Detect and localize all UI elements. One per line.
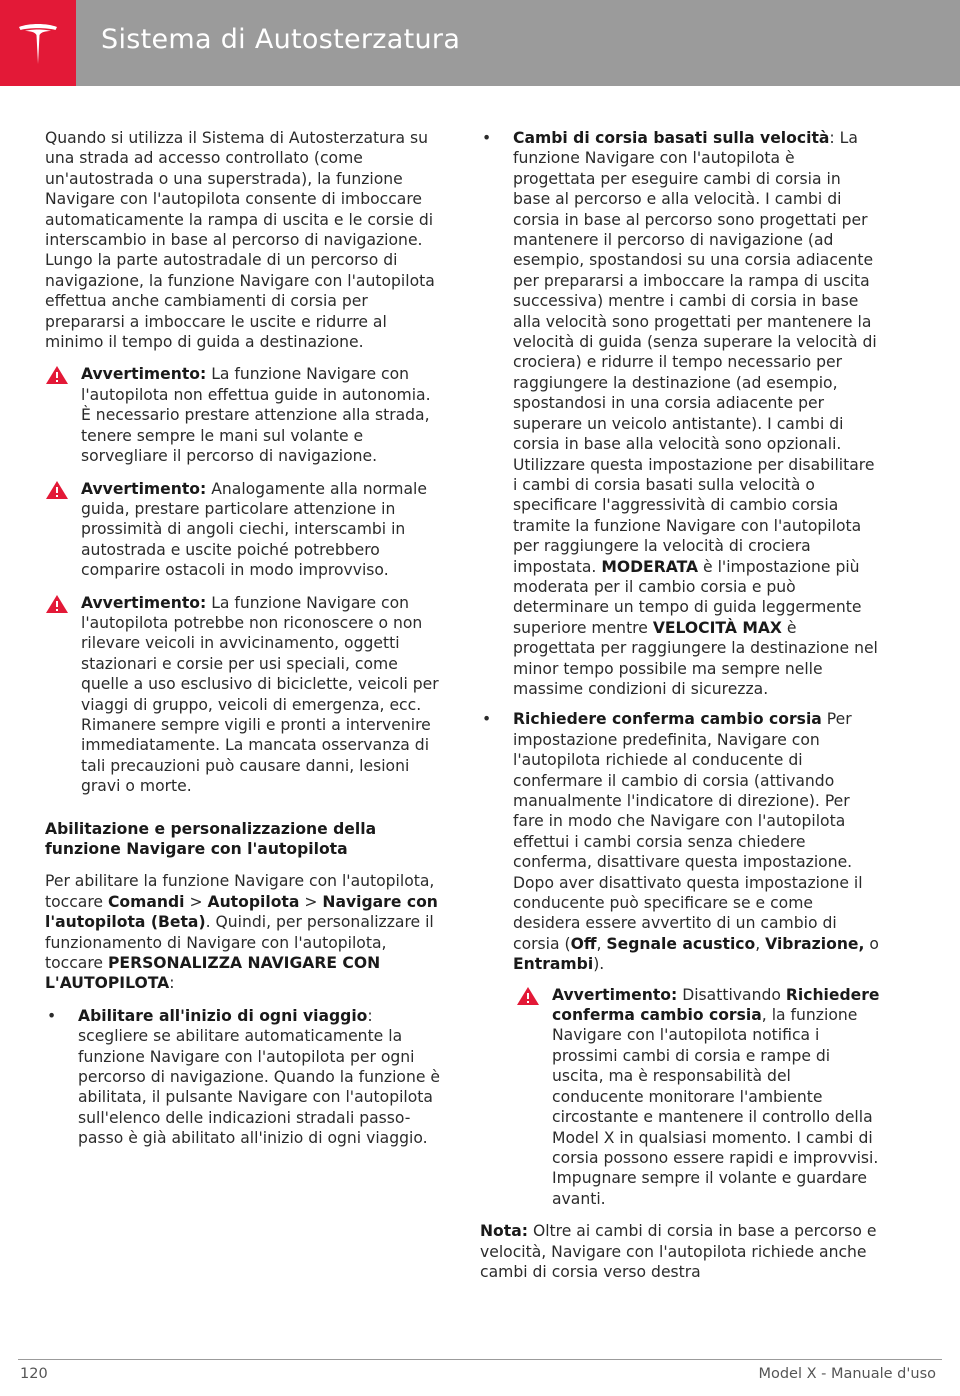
list-item bbox=[480, 128, 880, 699]
warning-block bbox=[45, 479, 443, 581]
note-body: Oltre ai cambi di corsia in base a percorso e velocità, Navigare con l'autopilota richiede anche cambi di corsia verso destra bbox=[480, 1222, 877, 1281]
tesla-logo-icon bbox=[13, 18, 63, 68]
note-label: Nota: bbox=[480, 1222, 528, 1241]
text-run: Per abilitare la funzione Navigare con l'autopilota, toccare bbox=[45, 872, 435, 911]
option-entrambi: Entrambi bbox=[513, 955, 594, 974]
warning-triangle-icon bbox=[516, 986, 540, 1006]
text-run: è progettata per raggiungere la destinazione nel minor tempo possibile ma sempre nelle massime condizioni di sicurezza. bbox=[513, 618, 878, 698]
text-run: o bbox=[864, 934, 879, 953]
warning-body: La funzione Navigare con l'autopilota potrebbe non riconoscere o non rilevare veicoli in avvicinamento, oggetti stazionari e corsie per usi speciali, come quelle a uso esclusivo di biciclette, veicoli per viaggi di gruppo, veicoli di emergenza, ecc. Rimanere sempre vigili e pronti a intervenire immediatamente. La mancata osservanza di tali precauzioni può causare danni, lesioni gravi o morte. bbox=[81, 593, 439, 796]
page-title: Sistema di Autosterzatura bbox=[101, 24, 461, 55]
menu-path-personalizza: PERSONALIZZA NAVIGARE CON L'AUTOPILOTA bbox=[45, 954, 381, 993]
text-run: , bbox=[596, 934, 607, 953]
warning-label: Avvertimento: bbox=[81, 365, 207, 384]
list-item bbox=[480, 709, 880, 974]
option-segnale-acustico: Segnale acustico bbox=[606, 934, 756, 953]
list-item-body: : scegliere se abilitare automaticamente la funzione Navigare con l'autopilota per ogni percorso di navigazione. Quando la funzione è abilitata, il pulsante Navigare con l'autopilota sull'elenco delle indicazioni stradali passo-passo è già abilitato all'inizio di ogni viaggio. bbox=[78, 1006, 440, 1148]
text-run: ). bbox=[593, 955, 605, 974]
warning-body: La funzione Navigare con l'autopilota non effettua guide in autonomia. È necessario prestare attenzione alla strada, tenere sempre le mani sul volante e sorvegliare il percorso di navigazione. bbox=[81, 365, 431, 466]
text-run: > bbox=[184, 892, 208, 911]
warning-triangle-icon bbox=[45, 594, 69, 614]
list-item-label: Cambi di corsia basati sulla velocità bbox=[513, 129, 830, 147]
text-run: : bbox=[169, 974, 175, 993]
text-run: è l'impostazione più moderata per il cambio corsia e può determinare un tempo di guida leggermente superiore mentre bbox=[513, 557, 862, 637]
text-run: , la funzione Navigare con l'autopilota notifica i prossimi cambi di corsia e rampe di uscita, ma è responsabilità del conducente monitorare l'ambiente circostante e mantenere il controllo della Model X in qualsiasi momento. I cambi di corsia possono essere rapidi e improvvisi. Impugnare sempre il volante e guardare avanti. bbox=[552, 1006, 879, 1208]
page-number: 120 bbox=[20, 1366, 48, 1382]
bullet-marker: • bbox=[482, 129, 492, 147]
warning-triangle-icon bbox=[45, 480, 69, 500]
list-item-text bbox=[78, 1006, 443, 1149]
option-vibrazione: Vibrazione, bbox=[765, 934, 865, 953]
section-heading: Abilitazione e personalizzazione della funzione Navigare con l'autopilota bbox=[45, 819, 377, 858]
warning-triangle-icon bbox=[45, 365, 69, 385]
text-run: , bbox=[755, 934, 766, 953]
list-item-label: Abilitare all'inizio di ogni viaggio bbox=[78, 1006, 368, 1025]
warning-block bbox=[45, 364, 443, 466]
enable-paragraph bbox=[45, 871, 443, 993]
warning-text bbox=[552, 985, 880, 1209]
list-item bbox=[45, 1006, 443, 1149]
menu-path-navigare: Navigare con l'autopilota (Beta) bbox=[45, 892, 438, 932]
warning-body: Analogamente alla normale guida, prestare particolare attenzione in prossimità di angoli ciechi, interscambi in autostrada e uscite poiché potrebbero comparire ostacoli in modo improvviso. bbox=[81, 479, 427, 580]
warning-text bbox=[81, 364, 443, 466]
text-run: : La funzione Navigare con l'autopilota è progettata per eseguire cambi di corsia in base al percorso e alla velocità. I cambi di corsia in base al percorso sono progettati per mantenere il percorso di navigazione (ad esempio, spostandosi su una corsia adiacente per prepararsi a imboccare la rampa di uscita successiva) mentre i cambi di corsia in base alla velocità sono progettati per mantenere la velocità di guida (senza superare la velocità di crociera) e ridurre il tempo necessario per raggiungere la destinazione (ad esempio, spostandosi in una corsia adiacente per superare un veicolo antistante). I cambi di corsia in base alla velocità sono opzionali. Utilizzare questa impostazione per disabilitare i cambi di corsia basati sulla velocità o specificare l'aggressività di cambio corsia tramite la funzione Navigare con l'autopilota per raggiungere la velocità di crociera impostata. bbox=[513, 129, 877, 576]
text-run: . Quindi, per personalizzare il funzionamento di Navigare con l'autopilota, toccare bbox=[45, 913, 434, 973]
menu-path-autopilota: Autopilota bbox=[207, 892, 300, 911]
setting-name: Richiedere conferma cambio corsia bbox=[552, 985, 880, 1025]
left-column bbox=[45, 128, 443, 1159]
warning-text bbox=[81, 479, 443, 581]
bullet-marker: • bbox=[47, 1006, 57, 1025]
option-velocita-max: VELOCITÀ MAX bbox=[652, 618, 782, 637]
text-run: Disattivando bbox=[677, 985, 786, 1004]
warning-block bbox=[45, 593, 443, 797]
text-run: Per impostazione predefinita, Navigare con l'autopilota richiede al conducente di confermare il cambio di corsia (attivando manualmente l'indicatore di direzione). Per fare in modo che Navigare con l'autopilota effettui i cambi corsia senza chiedere conferma, disattivare questa impostazione. Dopo aver disattivato questa impostazione il conducente può specificare se e come desidera essere avvertito di un cambio di corsia ( bbox=[513, 710, 863, 953]
bullet-marker: • bbox=[482, 710, 492, 729]
page-header bbox=[0, 0, 960, 86]
option-moderata: MODERATA bbox=[601, 557, 699, 576]
list-item-text bbox=[513, 128, 880, 699]
right-column bbox=[480, 128, 880, 1294]
warning-label: Avvertimento: bbox=[552, 985, 678, 1004]
warning-block bbox=[516, 985, 880, 1209]
list-item-label: Richiedere conferma cambio corsia bbox=[513, 710, 822, 729]
option-off: Off bbox=[570, 934, 597, 953]
note-paragraph bbox=[480, 1221, 880, 1282]
text-run: > bbox=[299, 892, 323, 911]
warning-label: Avvertimento: bbox=[81, 479, 207, 498]
manual-title: Model X - Manuale d'uso bbox=[758, 1366, 936, 1382]
footer-divider bbox=[18, 1359, 942, 1360]
list-item-text bbox=[513, 709, 880, 974]
warning-label: Avvertimento: bbox=[81, 593, 207, 612]
intro-paragraph: Quando si utilizza il Sistema di Autosterzatura su una strada ad accesso controllato (come un'autostrada o una superstrada), la funzione Navigare con l'autopilota consente di imboccare automaticamente la rampa di uscita e le corsie di interscambio in base al percorso di navigazione. Lungo la parte autostradale di un percorso di navigazione, la funzione Navigare con l'autopilota effettua anche cambiamenti di corsia per prepararsi a imboccare le uscite e ridurre al minimo il tempo di guida a destinazione. bbox=[45, 129, 435, 352]
warning-text bbox=[81, 593, 443, 797]
brand-logo bbox=[0, 0, 76, 86]
menu-path-comandi: Comandi bbox=[107, 892, 185, 911]
